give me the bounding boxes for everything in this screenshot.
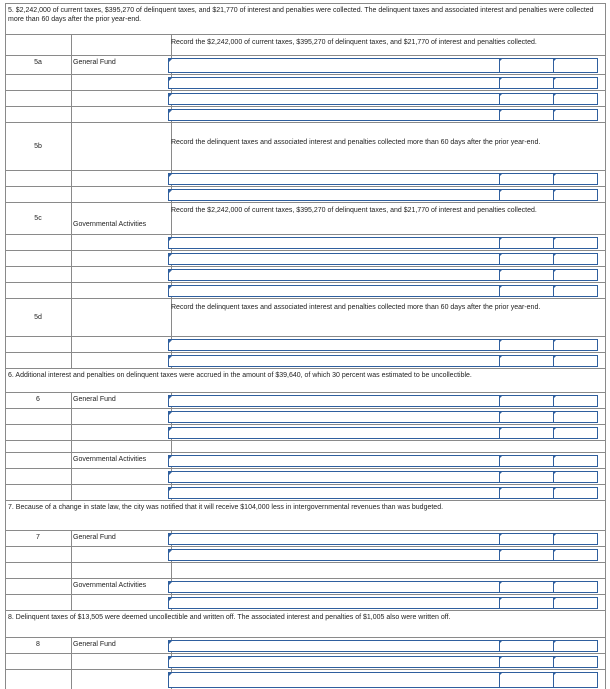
entry-row-7-ga-2 (5, 594, 606, 610)
input-corner-marker (169, 238, 172, 241)
grid-line (605, 251, 606, 266)
grid-line (71, 337, 72, 352)
grid-line (71, 441, 72, 452)
entry-row-6-ga-3-input[interactable] (168, 487, 598, 499)
grid-line (605, 531, 606, 546)
input-corner-marker (169, 412, 172, 415)
grid-line (605, 107, 606, 122)
input-corner-marker (499, 582, 502, 585)
entry-row-5a-1 (5, 55, 606, 74)
entry-row-6-gf-1 (5, 392, 606, 408)
gap-row-6 (5, 440, 606, 452)
input-corner-marker (499, 488, 502, 491)
q7-prompt (5, 500, 606, 530)
entry-row-7-gf-1-input[interactable] (168, 533, 598, 545)
grid-line (605, 595, 606, 610)
input-corner-marker (499, 238, 502, 241)
grid-line (171, 563, 172, 578)
grid-line (71, 547, 72, 562)
grid-line (605, 369, 606, 392)
input-corner-marker (499, 190, 502, 193)
grid-line (71, 235, 72, 250)
grid-line (5, 547, 6, 562)
input-corner-marker (499, 356, 502, 359)
entry-row-6-ga-2-input[interactable] (168, 471, 598, 483)
entry-row-6-ga-2 (5, 468, 606, 484)
entry-row-5c-1-input[interactable] (168, 237, 598, 249)
grid-line (605, 337, 606, 352)
entry-row-5b-1-input[interactable] (168, 173, 598, 185)
q5-prompt-text: 5. $2,242,000 of current taxes, $395,270 of delinquent taxes, and $21,770 of interest and penalties were collected. The delinquent taxes and associated interest and penalties were collected more than 60 days after the prior year-end. (8, 7, 594, 23)
input-corner-marker (553, 78, 556, 81)
input-corner-marker (169, 94, 172, 97)
grid-line (71, 425, 72, 440)
grid-line (605, 267, 606, 282)
input-corner-marker (499, 550, 502, 553)
entry-row-6-gf-2 (5, 408, 606, 424)
entry-row-5c-1 (5, 234, 606, 250)
grid-line (71, 469, 72, 484)
account-label: Governmental Activities (73, 582, 147, 589)
entry-row-5c-3 (5, 266, 606, 282)
grid-line (71, 107, 72, 122)
input-corner-marker (169, 396, 172, 399)
grid-line (5, 353, 6, 368)
input-corner-marker (553, 94, 556, 97)
entry-row-7-ga-1 (5, 578, 606, 594)
input-corner-marker (499, 174, 502, 177)
input-corner-marker (553, 174, 556, 177)
input-corner-marker (499, 456, 502, 459)
grid-line (5, 579, 6, 594)
grid-line (71, 75, 72, 90)
grid-line (5, 171, 6, 186)
grid-line (5, 91, 6, 106)
entry-label: 5b (34, 143, 42, 150)
q8-prompt (5, 610, 606, 637)
input-corner-marker (553, 238, 556, 241)
input-corner-marker (169, 641, 172, 644)
grid-line (5, 369, 6, 392)
grid-line (5, 235, 6, 250)
grid-line (605, 187, 606, 202)
entry-row-5b-1 (5, 170, 606, 186)
grid-line (5, 337, 6, 352)
grid-line (71, 91, 72, 106)
input-corner-marker (553, 356, 556, 359)
input-corner-marker (169, 254, 172, 257)
instruction-5b (5, 122, 606, 170)
grid-line (5, 75, 6, 90)
grid-line (71, 563, 72, 578)
input-corner-marker (553, 59, 556, 62)
input-corner-marker (553, 456, 556, 459)
grid-line (605, 123, 606, 170)
input-corner-marker (553, 598, 556, 601)
input-corner-marker (499, 254, 502, 257)
instruction-5d-text: Record the delinquent taxes and associated interest and penalties collected more than 60 days after the prior year-end. (171, 304, 541, 311)
grid-line (5, 187, 6, 202)
grid-line (71, 283, 72, 298)
account-label: General Fund (73, 396, 116, 403)
grid-line (605, 441, 606, 452)
grid-line (5, 670, 6, 689)
grid-line (71, 267, 72, 282)
grid-line (5, 563, 6, 578)
grid-line (605, 35, 606, 55)
grid-line (5, 453, 6, 468)
grid-line (605, 299, 606, 336)
instruction-5d (5, 298, 606, 336)
grid-line (605, 283, 606, 298)
entry-row-5d-2-input[interactable] (168, 355, 598, 367)
input-corner-marker (169, 598, 172, 601)
grid-line (605, 469, 606, 484)
input-corner-marker (169, 78, 172, 81)
grid-line (71, 56, 72, 74)
entry-row-7-ga-1-input[interactable] (168, 581, 598, 593)
grid-line (605, 485, 606, 500)
input-corner-marker (499, 472, 502, 475)
input-corner-marker (169, 550, 172, 553)
entry-label: 7 (36, 534, 40, 541)
grid-line (71, 353, 72, 368)
grid-line (71, 595, 72, 610)
grid-line (71, 638, 72, 653)
grid-line (605, 171, 606, 186)
grid-line (71, 393, 72, 408)
input-corner-marker (169, 190, 172, 193)
grid-line (5, 441, 6, 452)
grid-line (605, 453, 606, 468)
input-corner-marker (499, 94, 502, 97)
grid-line (71, 187, 72, 202)
q6-prompt-text: 6. Additional interest and penalties on delinquent taxes were accrued in the amount of $39,640, of which 30 percent was estimated to be uncollectible. (8, 372, 472, 379)
entry-row-6-gf-3-input[interactable] (168, 427, 598, 439)
grid-line (5, 267, 6, 282)
input-corner-marker (169, 356, 172, 359)
input-corner-marker (553, 396, 556, 399)
grid-line (5, 283, 6, 298)
grid-line (605, 670, 606, 689)
input-corner-marker (169, 534, 172, 537)
input-corner-marker (553, 641, 556, 644)
entry-label: 5a (34, 59, 42, 66)
entry-label: 5c (34, 215, 42, 222)
entry-row-5b-2-input[interactable] (168, 189, 598, 201)
grid-line (605, 393, 606, 408)
entry-row-6-ga-1-input[interactable] (168, 455, 598, 467)
q8-prompt-text: 8. Delinquent taxes of $13,505 were deemed uncollectible and written off. The associated interest and penalties of $1,005 also were written off. (8, 614, 451, 621)
input-corner-marker (169, 340, 172, 343)
input-corner-marker (553, 412, 556, 415)
input-corner-marker (169, 456, 172, 459)
instruction-5a-text: Record the $2,242,000 of current taxes, $395,270 of delinquent taxes, and $21,770 of interest and penalties collected. (171, 39, 537, 46)
entry-row-5c-2 (5, 250, 606, 266)
grid-line (71, 579, 72, 594)
input-corner-marker (499, 340, 502, 343)
input-corner-marker (169, 270, 172, 273)
grid-line (71, 171, 72, 186)
grid-line (71, 654, 72, 669)
input-corner-marker (553, 110, 556, 113)
input-corner-marker (553, 270, 556, 273)
input-corner-marker (169, 472, 172, 475)
grid-line (71, 299, 72, 336)
grid-line (171, 441, 172, 452)
input-corner-marker (553, 286, 556, 289)
grid-line (605, 203, 606, 234)
grid-line (605, 4, 606, 34)
grid-line (605, 56, 606, 74)
grid-line (5, 654, 6, 669)
entry-row-7-gf-2-input[interactable] (168, 549, 598, 561)
input-corner-marker (553, 472, 556, 475)
input-corner-marker (553, 582, 556, 585)
grid-line (5, 425, 6, 440)
entry-row-8-3-input[interactable] (168, 672, 598, 688)
entry-row-5c-4-input[interactable] (168, 285, 598, 297)
input-corner-marker (169, 582, 172, 585)
grid-line (605, 579, 606, 594)
input-corner-marker (499, 286, 502, 289)
q5-prompt (5, 3, 606, 34)
input-corner-marker (499, 598, 502, 601)
account-label: General Fund (73, 534, 116, 541)
input-corner-marker (553, 550, 556, 553)
grid-line (5, 595, 6, 610)
entry-row-6-gf-2-input[interactable] (168, 411, 598, 423)
grid-line (5, 409, 6, 424)
grid-line (605, 501, 606, 530)
input-corner-marker (499, 110, 502, 113)
grid-line (71, 670, 72, 689)
input-corner-marker (553, 254, 556, 257)
input-corner-marker (499, 59, 502, 62)
grid-line (71, 35, 72, 55)
grid-line (605, 75, 606, 90)
entry-row-8-2-input[interactable] (168, 656, 598, 668)
gap-row-7 (5, 562, 606, 578)
entry-row-8-3 (5, 669, 606, 689)
q7-prompt-text: 7. Because of a change in state law, the city was notified that it will receive $104,000 less in intergovernmental revenues than was budgeted. (8, 504, 444, 511)
entry-row-8-1 (5, 637, 606, 653)
input-corner-marker (169, 286, 172, 289)
account-label: Governmental Activities (73, 456, 147, 463)
input-corner-marker (553, 488, 556, 491)
input-corner-marker (169, 110, 172, 113)
entry-row-7-ga-2-input[interactable] (168, 597, 598, 609)
grid-line (605, 547, 606, 562)
entry-row-5c-4 (5, 282, 606, 298)
entry-row-5b-2 (5, 186, 606, 202)
grid-line (71, 123, 72, 170)
instruction-5c-text: Record the $2,242,000 of current taxes, $395,270 of delinquent taxes, and $21,770 of interest and penalties collected. (171, 207, 537, 214)
instruction-5b-text: Record the delinquent taxes and associated interest and penalties collected more than 60 days after the prior year-end. (171, 139, 541, 146)
input-corner-marker (499, 428, 502, 431)
grid-line (71, 409, 72, 424)
entry-label: 8 (36, 641, 40, 648)
input-corner-marker (553, 657, 556, 660)
account-label: General Fund (73, 641, 116, 648)
entry-row-5d-1 (5, 336, 606, 352)
input-corner-marker (499, 270, 502, 273)
entry-row-5a-3-input[interactable] (168, 93, 598, 105)
entry-row-5d-1-input[interactable] (168, 339, 598, 351)
grid-line (605, 638, 606, 653)
entry-row-6-ga-1 (5, 452, 606, 468)
instruction-5a (5, 34, 606, 55)
input-corner-marker (499, 657, 502, 660)
grid-line (605, 611, 606, 637)
input-corner-marker (169, 59, 172, 62)
entry-row-6-gf-3 (5, 424, 606, 440)
input-corner-marker (499, 396, 502, 399)
grid-line (5, 485, 6, 500)
input-corner-marker (499, 534, 502, 537)
entry-row-7-gf-2 (5, 546, 606, 562)
grid-line (71, 531, 72, 546)
entry-row-8-2 (5, 653, 606, 669)
entry-row-5a-3 (5, 90, 606, 106)
input-corner-marker (553, 428, 556, 431)
grid-line (605, 91, 606, 106)
grid-line (605, 563, 606, 578)
input-corner-marker (553, 340, 556, 343)
entry-row-5a-1-input[interactable] (168, 58, 598, 73)
instruction-5c (5, 202, 606, 234)
entry-row-5a-4-input[interactable] (168, 109, 598, 121)
input-corner-marker (553, 190, 556, 193)
account-label: General Fund (73, 59, 116, 66)
entry-row-8-1-input[interactable] (168, 640, 598, 652)
grid-line (5, 4, 6, 34)
input-corner-marker (169, 673, 172, 676)
entry-row-6-gf-1-input[interactable] (168, 395, 598, 407)
entry-label: 5d (34, 314, 42, 321)
entry-row-5c-2-input[interactable] (168, 253, 598, 265)
grid-line (71, 251, 72, 266)
grid-line (605, 409, 606, 424)
entry-row-6-ga-3 (5, 484, 606, 500)
entry-label: 6 (36, 396, 40, 403)
grid-line (5, 469, 6, 484)
grid-line (5, 107, 6, 122)
input-corner-marker (499, 641, 502, 644)
entry-row-5a-2 (5, 74, 606, 90)
input-corner-marker (553, 534, 556, 537)
input-corner-marker (169, 428, 172, 431)
entry-row-5a-2-input[interactable] (168, 77, 598, 89)
grid-line (5, 501, 6, 530)
input-corner-marker (553, 673, 556, 676)
q6-prompt (5, 368, 606, 392)
account-label: Governmental Activities (73, 221, 147, 228)
grid-line (605, 235, 606, 250)
input-corner-marker (169, 657, 172, 660)
input-corner-marker (169, 488, 172, 491)
entry-row-5d-2 (5, 352, 606, 368)
grid-line (605, 654, 606, 669)
entry-row-5a-4 (5, 106, 606, 122)
grid-line (605, 353, 606, 368)
input-corner-marker (169, 174, 172, 177)
grid-line (605, 425, 606, 440)
grid-line (5, 611, 6, 637)
input-corner-marker (499, 78, 502, 81)
input-corner-marker (499, 412, 502, 415)
grid-line (71, 485, 72, 500)
grid-line (5, 251, 6, 266)
grid-line (71, 203, 72, 234)
input-corner-marker (499, 673, 502, 676)
grid-line (5, 35, 6, 55)
grid-line (71, 453, 72, 468)
entry-row-5c-3-input[interactable] (168, 269, 598, 281)
entry-row-7-gf-1 (5, 530, 606, 546)
